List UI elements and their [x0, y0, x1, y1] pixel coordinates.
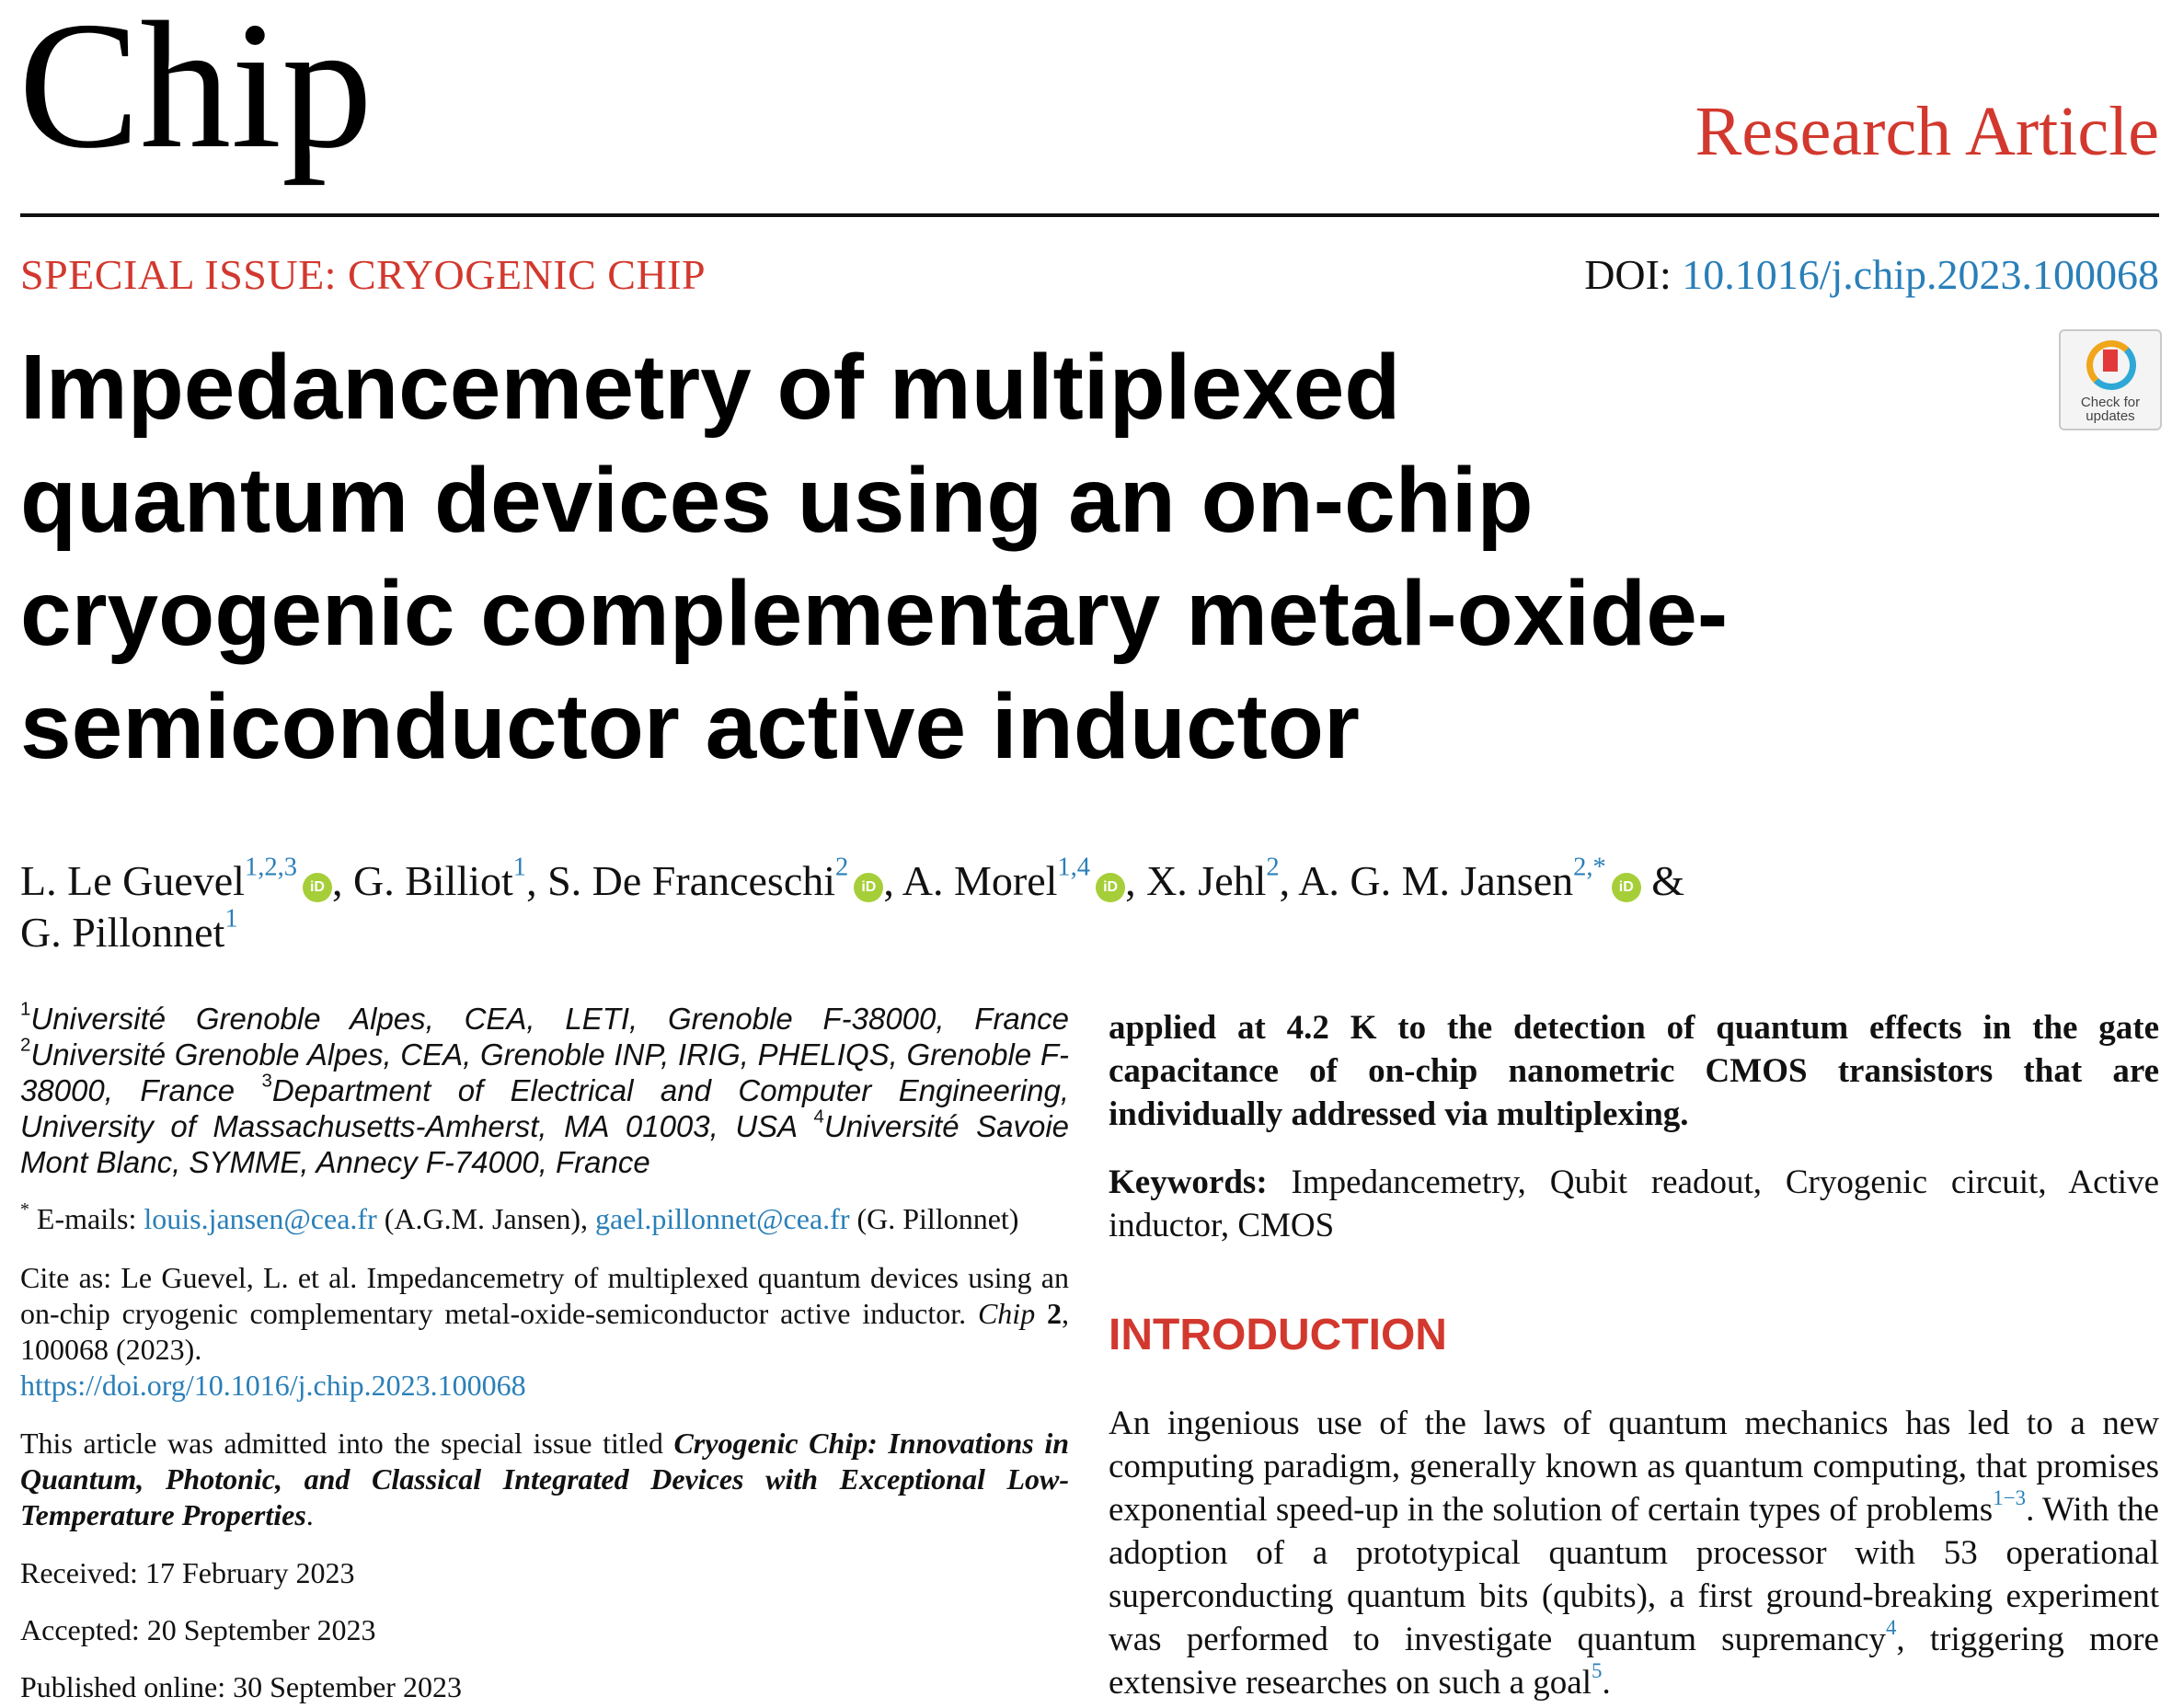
author-name: G. Pillonnet: [20, 909, 225, 956]
author-affil-ref[interactable]: 1,4: [1057, 853, 1091, 882]
accepted-date: Accepted: 20 September 2023: [20, 1613, 376, 1646]
bookmark-icon: [2103, 350, 2118, 372]
author-name: X. Jehl: [1146, 857, 1267, 904]
journal-name: Chip: [18, 0, 373, 186]
author-affil-ref[interactable]: 1: [224, 904, 238, 934]
affil-text: Université Grenoble Alpes, CEA, LETI, Grenoble F-38000, France: [30, 1002, 1069, 1036]
admitted-lead: This article was admitted into the special issue titled: [20, 1427, 674, 1460]
orcid-icon[interactable]: iD: [303, 873, 332, 902]
affil-text: Université Grenoble Alpes, CEA, Grenoble INP, IRIG, PHELIQS, Grenoble F-38000, France: [20, 1037, 1069, 1107]
header-rule: [20, 213, 2159, 217]
author-list: L. Le Guevel$^{1,2,3}$iD , G. Billiot$^1$, S. De Franceschi$^2$iD , A. Morel$^{1,4}$iD , X. Jehl$^2$, A. G. M. Jansen$^{2,*}$iD & G. Pillonnet$^1$: [20, 853, 1685, 956]
section-heading-introduction: INTRODUCTION: [1109, 1311, 1447, 1359]
cite-as: [20, 1260, 1069, 1404]
cite-volume: 2: [1035, 1297, 1062, 1330]
affil-number: 3: [261, 1070, 272, 1092]
email-owner: (A.G.M. Jansen),: [376, 1202, 596, 1235]
introduction-paragraph: [1109, 1402, 2159, 1704]
author-name: S. De Franceschi: [547, 857, 836, 904]
author-affil-ref[interactable]: 1,2,3: [244, 853, 297, 882]
author-ampersand: &: [1651, 857, 1685, 904]
keywords-label: Keywords:: [1109, 1164, 1268, 1201]
special-issue-note: [20, 1426, 1069, 1533]
affil-text: Department of Electrical and Computer Engineering, University of Massachusetts-Amherst, MA 01003, USA: [20, 1073, 1069, 1143]
cite-doi-link[interactable]: https://doi.org/10.1016/j.chip.2023.100068: [20, 1369, 526, 1402]
affil-number: 4: [813, 1106, 824, 1128]
affiliations: [20, 998, 1069, 1180]
corresponding-emails: [20, 1201, 1078, 1237]
title-line: Impedancemetry of multiplexed: [20, 336, 1401, 439]
affil-number: 2: [20, 1034, 31, 1056]
cite-text: Cite as: Le Guevel, L. et al. Impedancemetry of multiplexed quantum devices using an on-chip cryogenic complementary metal-oxide-semiconductor active inductor.: [20, 1261, 1069, 1330]
email-link-jansen[interactable]: louis.jansen@cea.fr: [144, 1202, 377, 1235]
doi-line: [1584, 250, 2159, 299]
keywords: [1109, 1161, 2159, 1247]
reference-link[interactable]: 5: [1591, 1658, 1603, 1682]
email-link-pillonnet[interactable]: gael.pillonnet@cea.fr: [595, 1202, 850, 1235]
intro-text: An ingenious use of the laws of quantum mechanics has led to a new computing paradigm, generally known as quantum computing, that promises exponential speed-up in the solution of certain types of problems: [1109, 1404, 2159, 1529]
abstract-tail: applied at 4.2 K to the detection of quantum effects in the gate capacitance of on-chip nanometric CMOS transistors that are individually addressed via multiplexing.: [1109, 1009, 2159, 1133]
cite-journal: Chip: [977, 1297, 1036, 1330]
author-name: A. Morel: [902, 857, 1058, 904]
author-name: G. Billiot: [352, 857, 513, 904]
article-title: [20, 331, 2026, 784]
affil-number: 1: [20, 998, 31, 1020]
reference-link[interactable]: 4: [1885, 1615, 1897, 1639]
cite-tail: , 100068 (2023).: [20, 1297, 1069, 1366]
received-date: Received: 17 February 2023: [20, 1556, 355, 1589]
email-owner: (G. Pillonnet): [849, 1202, 1019, 1235]
orcid-icon[interactable]: iD: [1096, 873, 1125, 902]
title-line: quantum devices using an on-chip: [20, 449, 1534, 552]
doi-label: DOI:: [1584, 251, 1672, 298]
title-line: semiconductor active inductor: [20, 675, 1360, 778]
published-date: Published online: 30 September 2023: [20, 1670, 462, 1703]
intro-text: .: [1602, 1664, 1611, 1702]
author-name: A. G. M. Jansen: [1298, 857, 1574, 904]
check-for-updates-button[interactable]: [2059, 329, 2162, 430]
crossmark-text: Check for updates: [2080, 395, 2141, 424]
intro-text: , triggering more extensive researches on such a goal: [1109, 1621, 2159, 1702]
title-line: cryogenic complementary metal-oxide-: [20, 562, 1729, 665]
corresponding-star: *: [20, 1199, 29, 1221]
intro-text: . With the adoption of a prototypical quantum processor with 53 operational superconducting quantum bits (qubits), a first ground-breaking experiment was performed to investigate quantum supremancy: [1109, 1491, 2159, 1658]
admitted-end: .: [305, 1498, 314, 1531]
orcid-icon[interactable]: iD: [1612, 873, 1641, 902]
author-affil-ref[interactable]: 2,*: [1573, 853, 1606, 882]
orcid-icon[interactable]: iD: [854, 873, 883, 902]
author-name: L. Le Guevel: [20, 857, 245, 904]
emails-label: E-mails:: [29, 1202, 144, 1235]
doi-link[interactable]: 10.1016/j.chip.2023.100068: [1682, 251, 2159, 298]
author-affil-ref[interactable]: 1: [512, 853, 527, 882]
keywords-text: Impedancemetry, Qubit readout, Cryogenic circuit, Active inductor, CMOS: [1109, 1164, 2159, 1244]
special-issue-label: SPECIAL ISSUE: CRYOGENIC CHIP: [20, 251, 707, 298]
author-affil-ref[interactable]: 2: [835, 853, 849, 882]
author-affil-ref[interactable]: 2: [1266, 853, 1280, 882]
special-issue-title: Cryogenic Chip: Innovations in Quantum, Photonic, and Classical Integrated Devices with Exceptional Low-Temperature Properties: [20, 1427, 1070, 1531]
reference-link[interactable]: 1−3: [1993, 1485, 2027, 1509]
affil-text: Université Savoie Mont Blanc, SYMME, Annecy F-74000, France: [20, 1109, 1069, 1179]
article-type: Research Article: [1695, 93, 2159, 170]
